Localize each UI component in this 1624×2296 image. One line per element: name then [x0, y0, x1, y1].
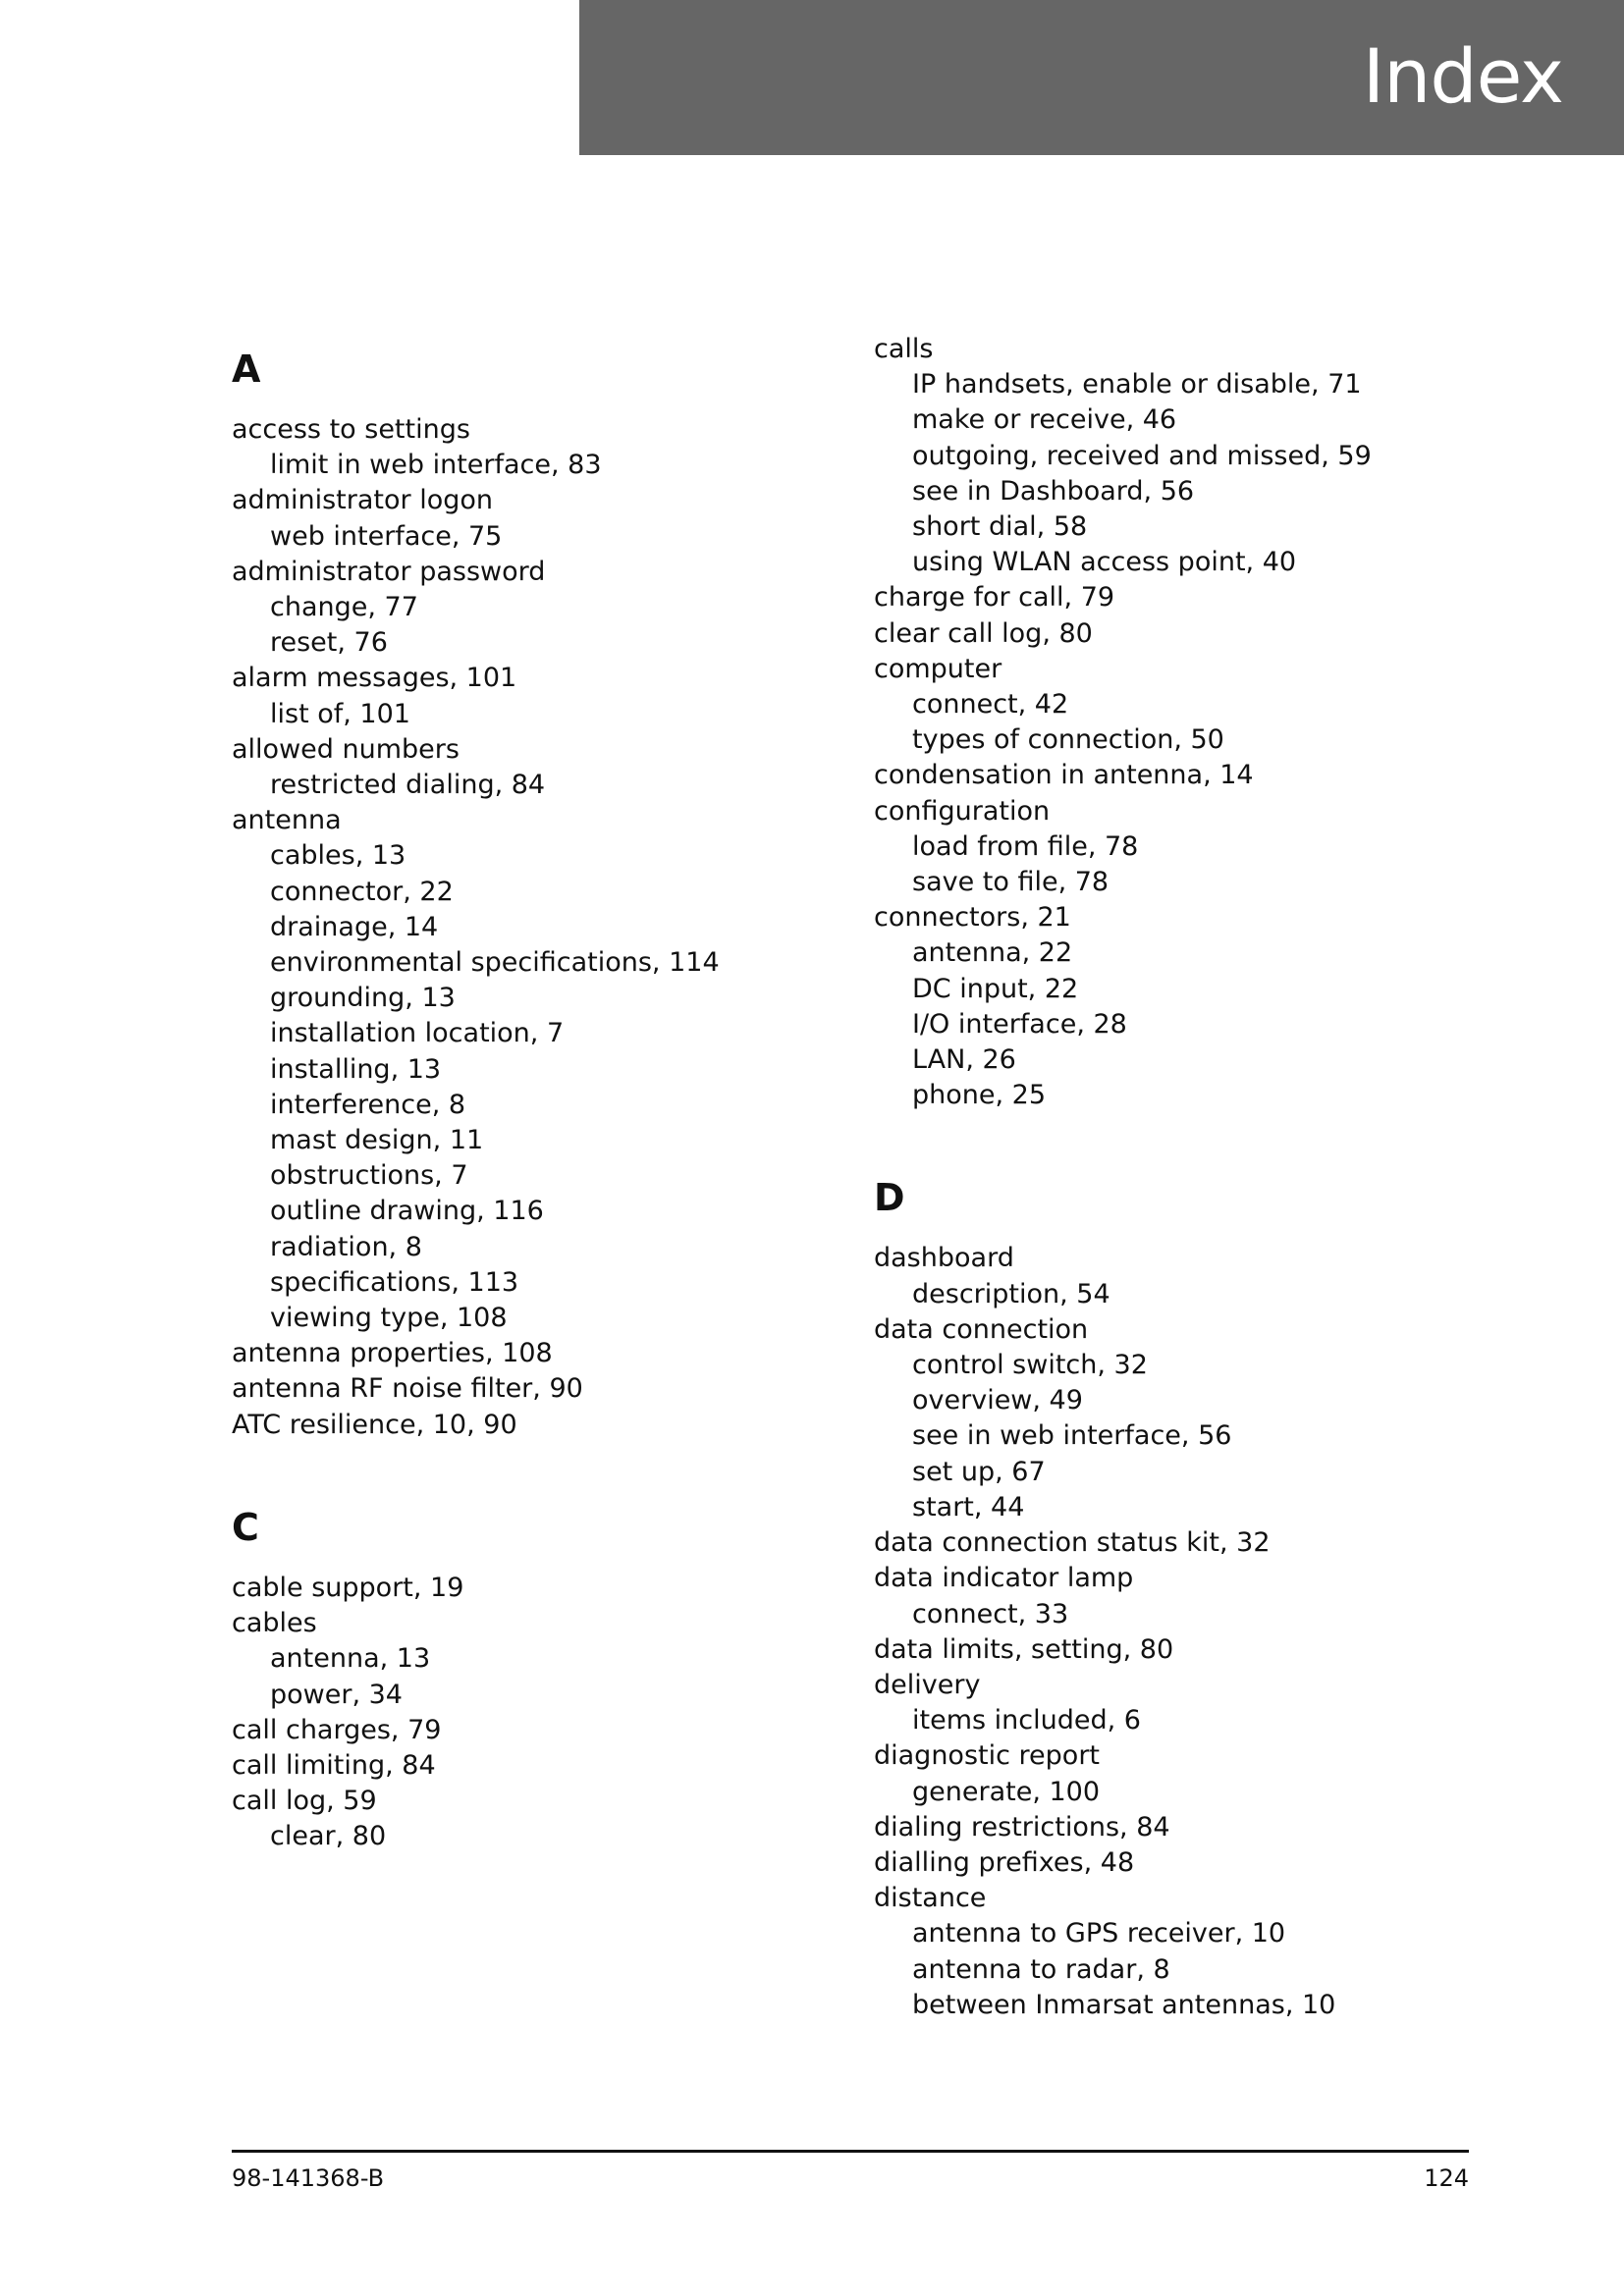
index-subentry: grounding, 13 [270, 983, 456, 1014]
index-subentry: viewing type, 108 [270, 1303, 508, 1334]
index-subentry: restricted dialing, 84 [270, 770, 546, 801]
index-entry: connectors, 21 [874, 902, 1071, 934]
index-entry: clear call log, 80 [874, 617, 1093, 649]
index-subentry: antenna, 13 [270, 1643, 431, 1675]
index-subentry: IP handsets, enable or disable, 71 [912, 369, 1362, 400]
index-entry: antenna RF noise filter, 90 [232, 1373, 583, 1405]
index-entry: condensation in antenna, 14 [874, 760, 1254, 791]
index-subentry: make or receive, 46 [912, 404, 1177, 436]
index-subentry: start, 44 [912, 1491, 1025, 1522]
index-entry: allowed numbers [232, 733, 460, 765]
index-section [232, 1498, 782, 1855]
index-subentry: limit in web interface, 83 [270, 450, 602, 481]
index-subentry: types of connection, 50 [912, 724, 1224, 756]
index-subentry: specifications, 113 [270, 1266, 519, 1298]
index-entry: cable support, 19 [232, 1572, 464, 1603]
index-subentry: outline drawing, 116 [270, 1196, 544, 1227]
index-subentry: overview, 49 [912, 1385, 1083, 1416]
index-column-left [232, 332, 782, 1855]
index-entry: cables [232, 1608, 317, 1639]
index-subentry: change, 77 [270, 592, 418, 623]
index-subentry: phone, 25 [912, 1080, 1047, 1111]
page-title: Index [1362, 32, 1563, 120]
index-entry: diagnostic report [874, 1740, 1101, 1772]
index-subentry: short dial, 58 [912, 511, 1088, 543]
index-subentry: I/O interface, 28 [912, 1008, 1127, 1040]
index-column-right [874, 332, 1424, 2023]
index-subentry: cables, 13 [270, 840, 406, 872]
index-subentry: generate, 100 [912, 1776, 1101, 1807]
index-subentry: outgoing, received and missed, 59 [912, 440, 1372, 471]
index-subentry: LAN, 26 [912, 1044, 1016, 1076]
index-entry: call charges, 79 [232, 1714, 442, 1745]
index-entry: call limiting, 84 [232, 1749, 436, 1781]
index-section [874, 332, 1424, 1113]
index-entry: ATC resilience, 10, 90 [232, 1409, 517, 1440]
index-subentry: control switch, 32 [912, 1350, 1148, 1381]
index-entry: call log, 59 [232, 1786, 377, 1817]
index-entry: data connection [874, 1313, 1089, 1345]
index-entry: antenna properties, 108 [232, 1338, 553, 1369]
index-entry: data connection status kit, 32 [874, 1527, 1271, 1559]
index-entry: charge for call, 79 [874, 582, 1115, 614]
header-bar [579, 0, 1624, 155]
section-letter: D [874, 1176, 905, 1220]
index-subentry: connect, 33 [912, 1598, 1069, 1629]
index-subentry: obstructions, 7 [270, 1160, 468, 1192]
index-subentry: interference, 8 [270, 1089, 466, 1120]
index-entry: administrator logon [232, 485, 493, 516]
index-entry: administrator password [232, 556, 546, 587]
footer-rule [232, 2150, 1469, 2153]
index-subentry: list of, 101 [270, 698, 410, 729]
document-number: 98-141368-B [232, 2164, 385, 2192]
index-subentry: save to file, 78 [912, 867, 1110, 898]
index-subentry: installation location, 7 [270, 1018, 565, 1049]
index-entry: dashboard [874, 1243, 1014, 1274]
page-number: 124 [1424, 2164, 1469, 2192]
index-entry: dialing restrictions, 84 [874, 1811, 1170, 1842]
index-subentry: see in web interface, 56 [912, 1420, 1232, 1452]
index-subentry: drainage, 14 [270, 911, 439, 942]
index-entry: data indicator lamp [874, 1563, 1134, 1594]
index-section [874, 1168, 1424, 2022]
index-subentry: between Inmarsat antennas, 10 [912, 1989, 1336, 2020]
index-subentry: radiation, 8 [270, 1231, 422, 1262]
index-subentry: clear, 80 [270, 1821, 387, 1852]
index-subentry: load from file, 78 [912, 830, 1139, 862]
index-subentry: environmental specifications, 114 [270, 947, 720, 979]
index-subentry: DC input, 22 [912, 973, 1079, 1004]
index-subentry: antenna to GPS receiver, 10 [912, 1918, 1286, 1949]
index-subentry: description, 54 [912, 1278, 1110, 1309]
index-subentry: antenna, 22 [912, 937, 1073, 969]
index-subentry: see in Dashboard, 56 [912, 475, 1195, 507]
index-subentry: installing, 13 [270, 1053, 442, 1085]
index-entry: dialling prefixes, 48 [874, 1846, 1135, 1878]
section-letter: A [232, 347, 261, 391]
index-entry: antenna [232, 805, 342, 836]
index-subentry: items included, 6 [912, 1705, 1141, 1736]
index-subentry: connect, 42 [912, 689, 1069, 721]
index-subentry: power, 34 [270, 1679, 403, 1710]
index-section [232, 340, 782, 1443]
index-entry: distance [874, 1883, 987, 1914]
index-entry: alarm messages, 101 [232, 663, 517, 694]
index-entry: delivery [874, 1669, 981, 1700]
index-entry: calls [874, 334, 934, 364]
section-letter: C [232, 1505, 259, 1549]
index-subentry: reset, 76 [270, 627, 388, 659]
index-subentry: set up, 67 [912, 1456, 1046, 1487]
index-entry: computer [874, 653, 1002, 684]
index-entry: access to settings [232, 414, 470, 445]
index-entry: data limits, setting, 80 [874, 1633, 1174, 1665]
index-subentry: using WLAN access point, 40 [912, 547, 1297, 578]
index-subentry: web interface, 75 [270, 520, 503, 552]
index-subentry: connector, 22 [270, 876, 454, 907]
index-entry: configuration [874, 795, 1051, 827]
index-subentry: antenna to radar, 8 [912, 1953, 1170, 1985]
index-subentry: mast design, 11 [270, 1125, 484, 1156]
